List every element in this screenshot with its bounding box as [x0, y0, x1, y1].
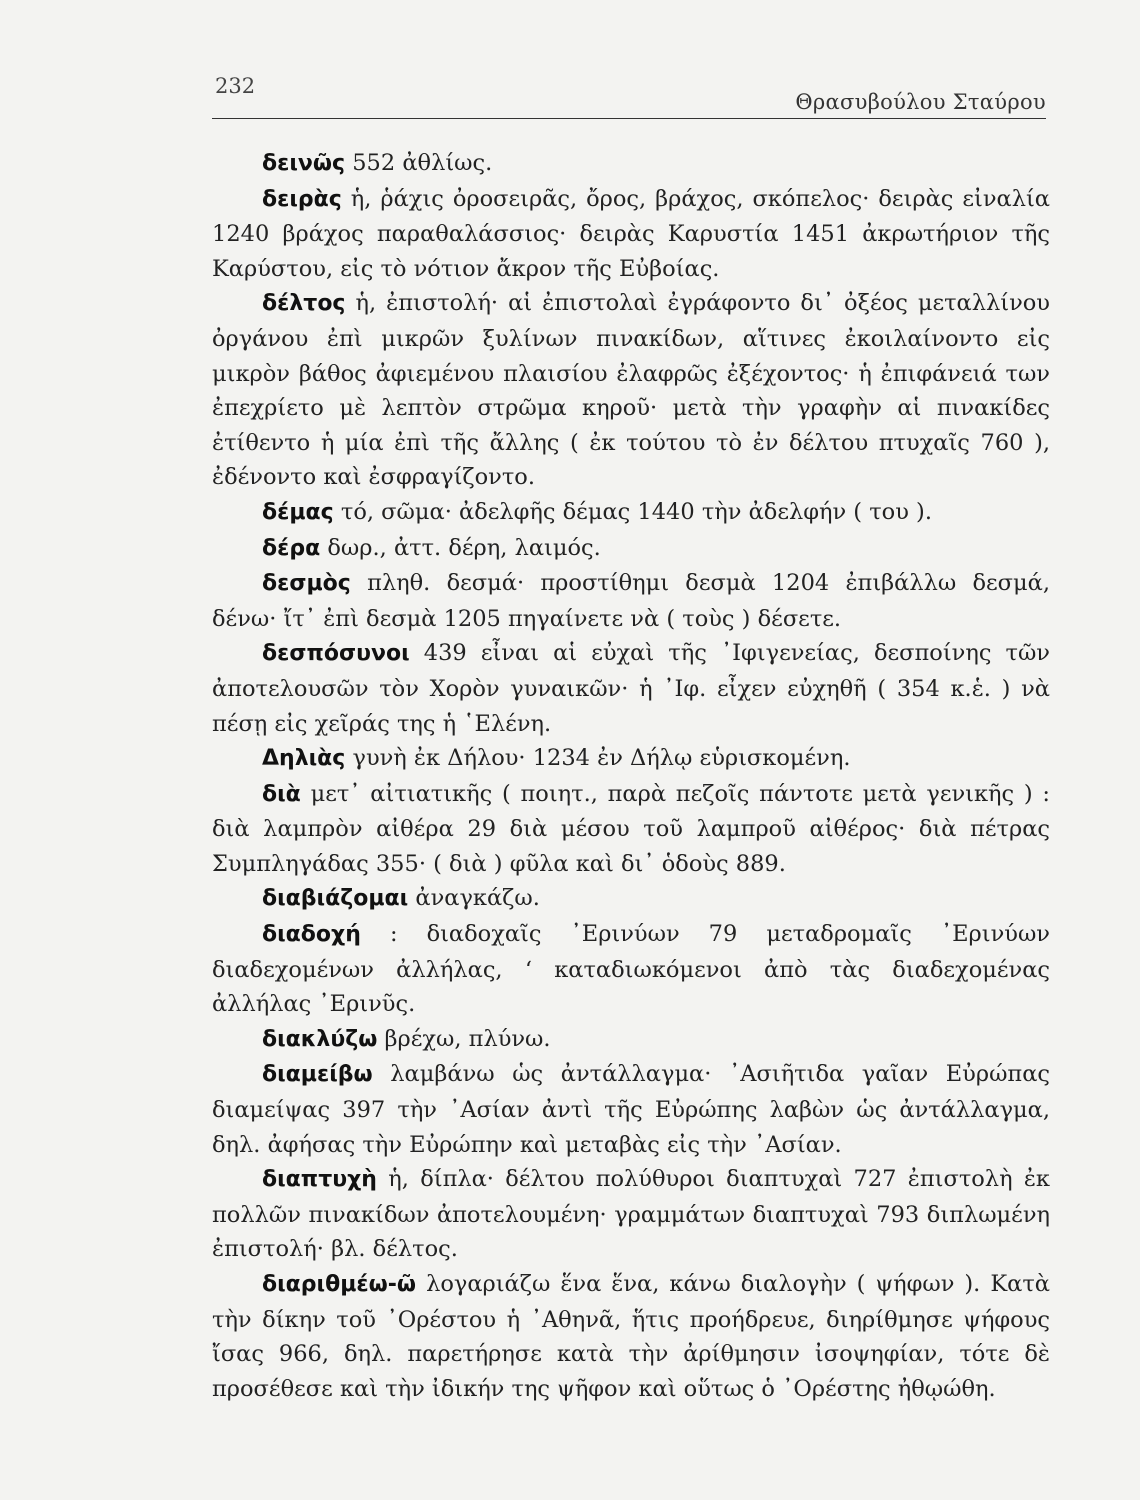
headword: Δηλιὰς [262, 746, 346, 772]
definition: ἀναγκάζω. [408, 885, 540, 912]
definition: δωρ., ἀττ. δέρη, λαιμός. [320, 534, 601, 561]
glossary-entry [212, 1267, 1050, 1406]
headword: δεινῶς [262, 151, 346, 176]
definition: πληθ. δεσμά· προστίθημι δεσμὰ 1204 ἐπιβάλλω δεσμά, δένω· ἴτ᾿ ἐπὶ δεσμὰ 1205 πηγαίνετε νὰ ( τοὺς ) δέσετε. [212, 570, 1050, 632]
headword: διαδοχή [262, 922, 361, 948]
definition: : διαδοχαῖς ᾿Ερινύων 79 μεταδρομαῖς ᾿Ερινύων διαδεχομένων ἀλλήλας, ‘ καταδιωκόμενοι ἀπὸ τὰς διαδεχομένας ἀλλήλας ᾿Ερινῦς. [212, 921, 1050, 1018]
glossary-entry [212, 881, 1050, 917]
glossary-entry [212, 286, 1050, 495]
running-head: Θρασυβούλου Σταύρου [795, 90, 1046, 114]
headword: δεσμὸς [262, 571, 351, 597]
headword: διαπτυχὴ [262, 1167, 377, 1193]
glossary-entry [212, 636, 1050, 741]
glossary-entry [212, 1022, 1050, 1058]
headword: δεσπόσυνοι [262, 641, 410, 667]
definition: τό, σῶμα· ἀδελφῆς δέμας 1440 τὴν ἀδελφήν ( του ). [333, 498, 932, 525]
glossary-entry [212, 531, 1050, 567]
headword: διακλύζω [262, 1026, 378, 1052]
definition: λαμβάνω ὡς ἀντάλλαγμα· ᾿Ασιῆτιδα γαῖαν Εὐρώπας διαμείψας 397 τὴν ᾿Ασίαν ἀντὶ τῆς Εὐρώπης λαβὼν ὡς ἀντάλλαγμα, δηλ. ἀφήσας τὴν Εὐρώπην καὶ μεταβὰς εἰς τὴν ᾿Ασίαν. [212, 1061, 1050, 1158]
page-header [212, 70, 1046, 119]
glossary-entry [212, 566, 1050, 636]
definition: μετ᾿ αἰτιατικῆς ( ποιητ., παρὰ πεζοῖς πάντοτε μετὰ γενικῆς ) : διὰ λαμπρὸν αἰθέρα 29 διὰ μέσου τοῦ λαμπροῦ αἰθέρος· διὰ πέτρας Συμπληγάδας 355· ( διὰ ) φῦλα καὶ δι᾿ ὁδοὺς 889. [212, 780, 1050, 877]
glossary-entry [212, 182, 1050, 287]
glossary-body [212, 146, 1050, 1406]
glossary-entry [212, 146, 1050, 182]
glossary-entry [212, 495, 1050, 531]
headword: διαριθμέω-ῶ [262, 1272, 417, 1297]
glossary-entry [212, 741, 1050, 777]
headword: διὰ [262, 781, 301, 807]
definition: ἡ, ῥάχις ὀροσειρᾶς, ὄρος, βράχος, σκόπελος· δειρὰς εἰναλία 1240 βράχος παραθαλάσσιος· δειρὰς Καρυστία 1451 ἀκρωτήριον τῆς Καρύστου, εἰς τὸ νότιον ἄκρον τῆς Εὐβοίας. [212, 185, 1050, 282]
headword: δέρα [262, 535, 321, 561]
glossary-entry [212, 777, 1050, 882]
definition: ἡ, ἐπιστολή· αἱ ἐπιστολαὶ ἐγράφοντο δι᾿ ὀξέος μεταλλίνου ὀργάνου ἐπὶ μικρῶν ξυλίνων πινακίδων, αἵτινες ἐκοιλαίνοντο εἰς μικρὸν βάθος ἀφιεμένου πλαισίου ἐλαφρῶς ἐξέχοντος· ἡ ἐπιφάνειά των ἐπεχρίετο μὲ λεπτὸν στρῶμα κηροῦ· μετὰ τὴν γραφὴν αἱ πινακίδες ἐτίθεντο ἡ μία ἐπὶ τῆς ἄλλης ( ἐκ τούτου τὸ ἐν δέλτου πτυχαῖς 760 ), ἐδένοντο καὶ ἐσφραγίζοντο. [212, 290, 1050, 491]
headword: διαβιάζομαι [262, 886, 409, 912]
glossary-entry [212, 917, 1050, 1022]
definition: 552 ἀθλίως. [345, 150, 493, 176]
glossary-entry [212, 1057, 1050, 1162]
page-number: 232 [215, 74, 256, 98]
definition: βρέχω, πλύνω. [377, 1025, 551, 1052]
definition: ἡ, δίπλα· δέλτου πολύθυροι διαπτυχαὶ 727 ἐπιστολὴ ἐκ πολλῶν πινακίδων ἀποτελουμένη· γραμμάτων διαπτυχαὶ 793 διπλωμένη ἐπιστολή· βλ. δέλτος. [212, 1166, 1050, 1263]
headword: δέμας [262, 499, 334, 525]
headword: δέλτος [262, 291, 346, 317]
definition: γυνὴ ἐκ Δήλου· 1234 ἐν Δήλῳ εὑρισκομένη. [345, 745, 851, 772]
definition: λογαριάζω ἕνα ἕνα, κάνω διαλογὴν ( ψήφων ). Κατὰ τὴν δίκην τοῦ ᾿Ορέστου ἡ ᾿Αθηνᾶ, ἥτις προήδρευε, διηρίθμησε ψήφους ἴσας 966, δηλ. παρετήρησε κατὰ τὴν ἀρίθμησιν ἰσοψηφίαν, τότε δὲ προσέθεσε καὶ τὴν ἰδικήν της ψῆφον καὶ οὕτως ὁ ᾿Ορέστης ἠθῳώθη. [212, 1271, 1050, 1402]
headword: δειρὰς [262, 186, 342, 212]
definition: 439 εἶναι αἱ εὐχαὶ τῆς ᾿Ιφιγενείας, δεσποίνης τῶν ἀποτελουσῶν τὸν Χορὸν γυναικῶν· ἡ ᾿Ιφ. εἶχεν εὐχηθῆ ( 354 κ.ἑ. ) νὰ πέσῃ εἰς χεῖράς της ἡ ῾Ελένη. [212, 640, 1050, 737]
glossary-entry [212, 1162, 1050, 1267]
headword: διαμείβω [262, 1062, 373, 1088]
